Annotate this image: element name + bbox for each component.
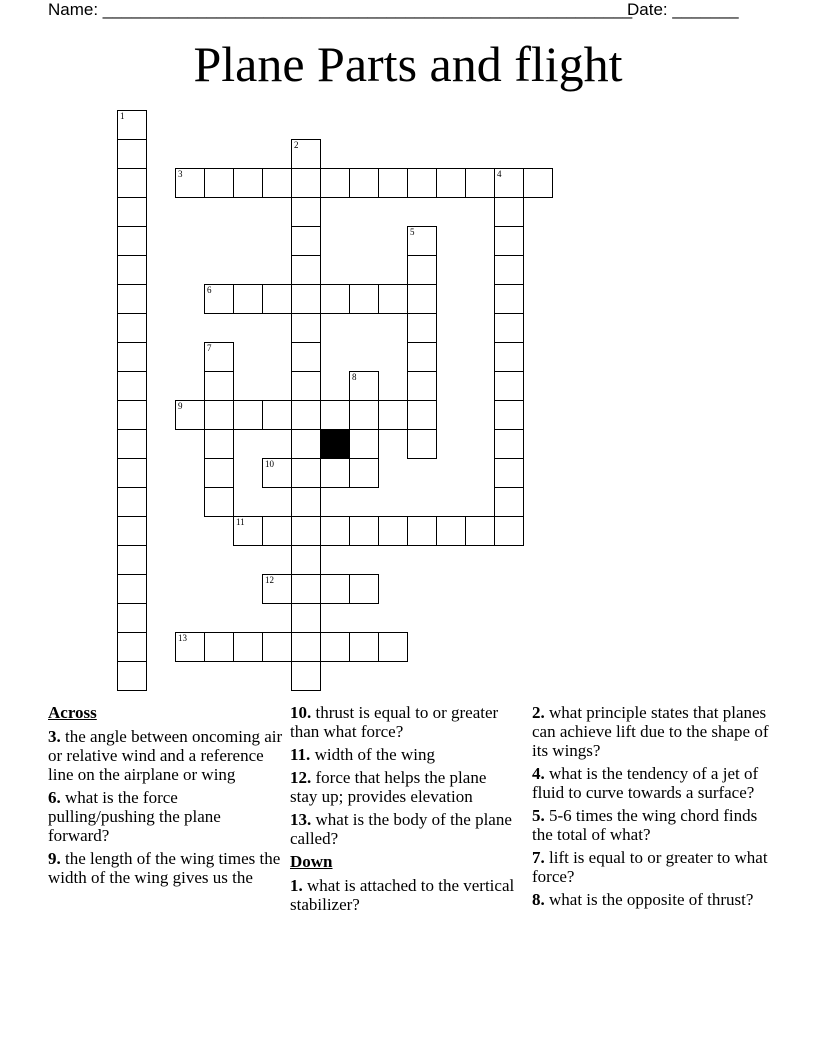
grid-cell[interactable] [117, 284, 147, 314]
grid-cell[interactable] [494, 168, 524, 198]
clue-number: 12 [265, 575, 274, 585]
clue-number: 1 [120, 111, 125, 121]
clue-number: 9 [178, 401, 183, 411]
grid-cell[interactable] [175, 632, 205, 662]
clue-number: 10 [265, 459, 274, 469]
grid-cell[interactable] [291, 342, 321, 372]
grid-cell[interactable] [349, 429, 379, 459]
grid-cell[interactable] [494, 197, 524, 227]
grid-cell[interactable] [494, 400, 524, 430]
grid-cell[interactable] [494, 342, 524, 372]
grid-cell[interactable] [407, 284, 437, 314]
grid-cell[interactable] [494, 284, 524, 314]
grid-cell[interactable] [175, 400, 205, 430]
clue-across-11: 11. width of the wing [290, 745, 435, 764]
grid-cell[interactable] [117, 110, 147, 140]
clue-number: 3 [178, 169, 183, 179]
grid-cell[interactable] [494, 371, 524, 401]
grid-cell[interactable] [262, 458, 292, 488]
grid-cell[interactable] [117, 139, 147, 169]
grid-cell[interactable] [349, 371, 379, 401]
grid-cell[interactable] [349, 516, 379, 546]
grid-cell[interactable] [117, 487, 147, 517]
grid-cell[interactable] [117, 342, 147, 372]
grid-cell[interactable] [378, 284, 408, 314]
grid-cell[interactable] [523, 168, 553, 198]
grid-cell[interactable] [291, 487, 321, 517]
grid-cell[interactable] [204, 632, 234, 662]
clue-across-13: 13. what is the body of the plane called? [290, 810, 512, 848]
grid-cell[interactable] [117, 574, 147, 604]
grid-cell[interactable] [233, 168, 263, 198]
grid-cell[interactable] [494, 516, 524, 546]
grid-cell[interactable] [204, 429, 234, 459]
grid-cell[interactable] [291, 400, 321, 430]
grid-cell[interactable] [262, 284, 292, 314]
grid-cell[interactable] [291, 661, 321, 691]
grid-cell[interactable] [465, 516, 495, 546]
grid-cell[interactable] [407, 516, 437, 546]
grid-cell[interactable] [204, 371, 234, 401]
grid-cell[interactable] [349, 400, 379, 430]
grid-cell[interactable] [291, 255, 321, 285]
clue-down-1: 1. what is attached to the vertical stabilizer? [290, 876, 515, 914]
grid-cell[interactable] [378, 516, 408, 546]
clue-across-6: 6. what is the force pulling/pushing the plane forward? [48, 788, 221, 845]
name-field-label: Name: ________________________________________________________ [48, 0, 633, 19]
clue-number: 13 [178, 633, 187, 643]
grid-cell[interactable] [407, 371, 437, 401]
grid-cell[interactable] [117, 168, 147, 198]
grid-cell[interactable] [320, 458, 350, 488]
clue-down-8: 8. what is the opposite of thrust? [532, 890, 754, 909]
grid-cell[interactable] [349, 168, 379, 198]
grid-cell[interactable] [436, 516, 466, 546]
grid-cell[interactable] [320, 516, 350, 546]
grid-cell[interactable] [117, 313, 147, 343]
clue-down-2: 2. what principle states that planes can achieve lift due to the shape of its wings? [532, 703, 769, 760]
grid-cell[interactable] [407, 313, 437, 343]
grid-cell[interactable] [407, 400, 437, 430]
grid-cell[interactable] [407, 342, 437, 372]
page-title: Plane Parts and flight [193, 36, 623, 92]
clue-down-5: 5. 5-6 times the wing chord finds the total of what? [532, 806, 758, 844]
grid-cell[interactable] [262, 574, 292, 604]
grid-cell[interactable] [494, 429, 524, 459]
grid-cell[interactable] [494, 255, 524, 285]
grid-cell[interactable] [262, 168, 292, 198]
grid-cell[interactable] [291, 429, 321, 459]
grid-cell[interactable] [291, 197, 321, 227]
grid-cell[interactable] [233, 632, 263, 662]
grid-cell[interactable] [117, 197, 147, 227]
clue-across-3: 3. the angle between oncoming air or relative wind and a reference line on the airplane or wing [48, 727, 283, 784]
grid-cell[interactable] [436, 168, 466, 198]
grid-cell[interactable] [204, 487, 234, 517]
grid-cell[interactable] [349, 284, 379, 314]
grid-cell[interactable] [291, 371, 321, 401]
clues-column-1 [48, 703, 283, 891]
across-heading: Across [48, 703, 97, 722]
grid-cell[interactable] [378, 168, 408, 198]
grid-cell[interactable] [407, 255, 437, 285]
grid-cell[interactable] [117, 545, 147, 575]
grid-cell[interactable] [117, 458, 147, 488]
grid-cell[interactable] [465, 168, 495, 198]
grid-cell[interactable] [378, 400, 408, 430]
clue-across-9: 9. the length of the wing times the width of the wing gives us the [48, 849, 281, 887]
grid-cell[interactable] [291, 313, 321, 343]
grid-cell[interactable] [320, 400, 350, 430]
grid-cell[interactable] [204, 284, 234, 314]
grid-cell[interactable] [320, 574, 350, 604]
grid-cell[interactable] [233, 284, 263, 314]
grid-cell[interactable] [291, 226, 321, 256]
grid-cell[interactable] [262, 400, 292, 430]
grid-cell[interactable] [117, 661, 147, 691]
grid-cell[interactable] [320, 168, 350, 198]
clue-number: 5 [410, 227, 415, 237]
grid-cell[interactable] [204, 168, 234, 198]
clue-down-4: 4. what is the tendency of a jet of fluid to curve towards a surface? [532, 764, 759, 802]
grid-cell[interactable] [291, 545, 321, 575]
clue-across-12: 12. force that helps the plane stay up; provides elevation [290, 768, 487, 806]
grid-cell[interactable] [494, 226, 524, 256]
grid-cell[interactable] [233, 400, 263, 430]
grid-cell[interactable] [262, 516, 292, 546]
grid-cell[interactable] [204, 400, 234, 430]
grid-cell[interactable] [175, 168, 205, 198]
grid-cell[interactable] [407, 226, 437, 256]
grid-cell[interactable] [291, 632, 321, 662]
grid-cell[interactable] [494, 458, 524, 488]
grid-cell[interactable] [117, 429, 147, 459]
grid-cell[interactable] [204, 342, 234, 372]
grid-cell[interactable] [291, 458, 321, 488]
clue-number: 11 [236, 517, 245, 527]
grid-cell[interactable] [407, 429, 437, 459]
grid-cell[interactable] [233, 516, 263, 546]
grid-cell[interactable] [262, 632, 292, 662]
grid-cell[interactable] [407, 168, 437, 198]
grid-cell[interactable] [378, 632, 408, 662]
grid-cell[interactable] [117, 516, 147, 546]
grid-cell[interactable] [117, 226, 147, 256]
grid-cell[interactable] [117, 603, 147, 633]
clue-number: 8 [352, 372, 357, 382]
grid-cell[interactable] [291, 516, 321, 546]
clue-number: 7 [207, 343, 212, 353]
clues-column-2 [290, 703, 515, 918]
grid-cell[interactable] [349, 574, 379, 604]
grid-cell[interactable] [291, 574, 321, 604]
down-heading: Down [290, 852, 333, 871]
clue-across-10: 10. thrust is equal to or greater than what force? [290, 703, 499, 741]
grid-cell[interactable] [117, 255, 147, 285]
grid-cell[interactable] [494, 487, 524, 517]
grid-cell[interactable] [291, 168, 321, 198]
black-cell [320, 429, 350, 459]
clue-number: 6 [207, 285, 212, 295]
grid-cell[interactable] [349, 632, 379, 662]
grid-cell[interactable] [204, 458, 234, 488]
grid-cell[interactable] [320, 284, 350, 314]
grid-cell[interactable] [291, 139, 321, 169]
clues-column-3 [532, 703, 772, 913]
clue-down-7: 7. lift is equal to or greater to what force? [532, 848, 768, 886]
grid-cell[interactable] [117, 632, 147, 662]
clue-number: 2 [294, 140, 299, 150]
clue-number: 4 [497, 169, 502, 179]
grid-cell[interactable] [349, 458, 379, 488]
grid-cell[interactable] [291, 603, 321, 633]
grid-cell[interactable] [291, 284, 321, 314]
grid-cell[interactable] [494, 313, 524, 343]
date-field-label: Date: _______ [627, 0, 739, 19]
grid-cell[interactable] [117, 371, 147, 401]
grid-cell[interactable] [320, 632, 350, 662]
grid-cell[interactable] [117, 400, 147, 430]
